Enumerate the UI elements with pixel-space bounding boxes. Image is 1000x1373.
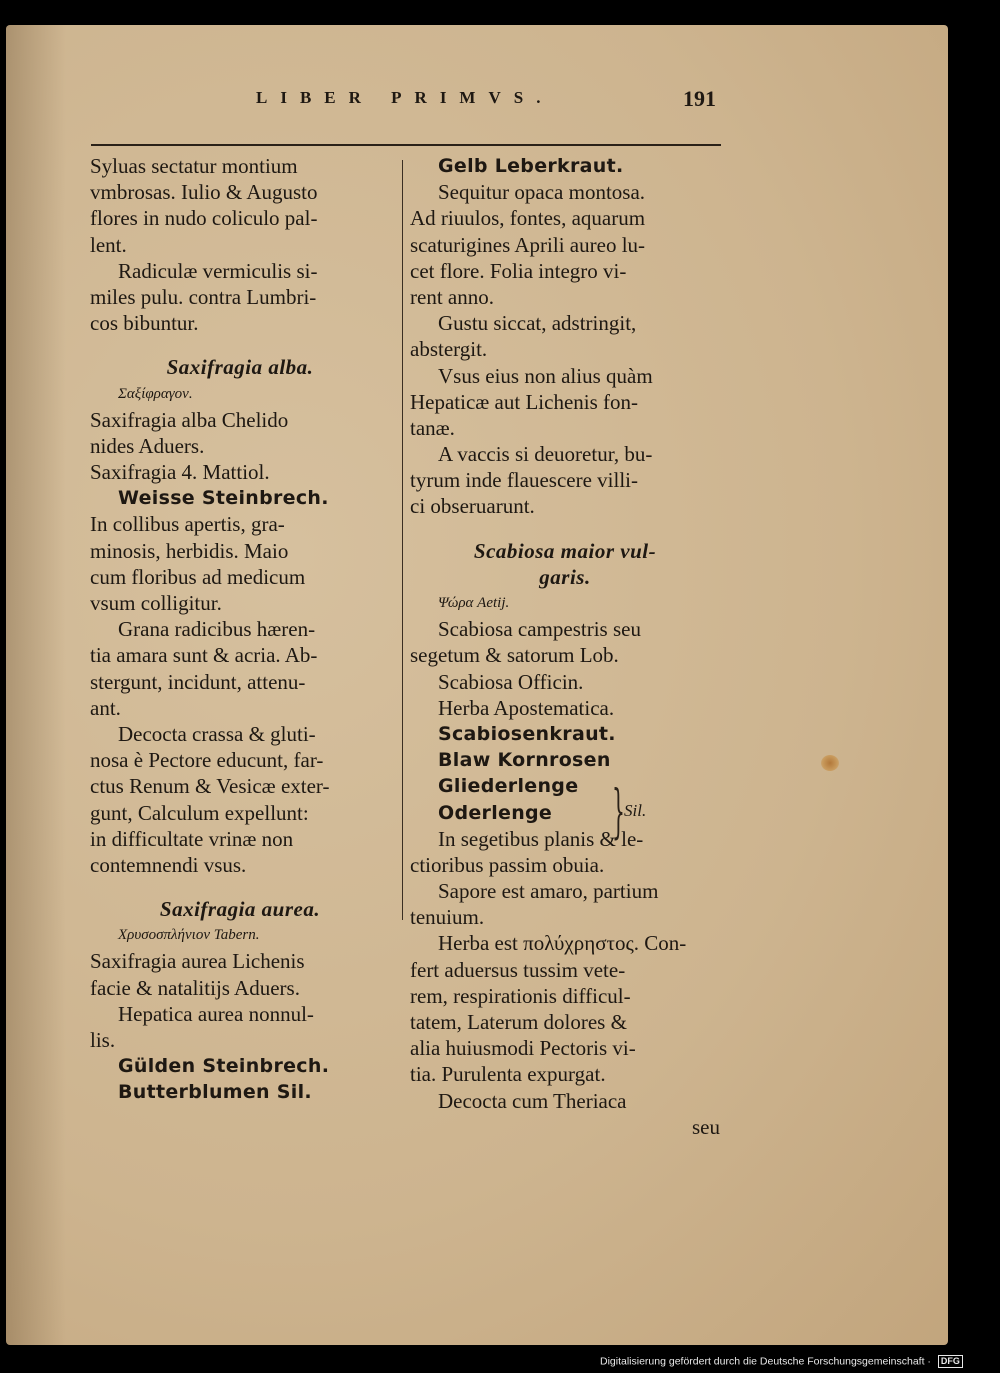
text-line: Scabiosa campestris seu [438, 617, 641, 642]
text-line: ant. [90, 695, 121, 720]
greek-synonym: Σαξίφραγον. [118, 385, 193, 402]
paragraph-gap [90, 336, 390, 354]
text-line: cos bibuntur. [90, 311, 199, 336]
page-header [256, 88, 716, 118]
text-line: rem, respirationis difficul- [410, 983, 631, 1008]
header-rule [91, 144, 721, 146]
dfg-logo: DFG [938, 1355, 963, 1368]
right-column [410, 153, 720, 1140]
left-column [90, 153, 390, 1106]
text-line: Decocta cum Theriaca [438, 1088, 627, 1113]
text-line: Saxifragia aurea Lichenis [90, 949, 305, 974]
section-heading: Scabiosa maior vul- [473, 538, 657, 563]
text-line: flores in nudo coliculo pal- [90, 206, 318, 231]
german-name: Scabiosenkraut. [438, 722, 616, 745]
text-line: Ad riuulos, fontes, aquarum [410, 206, 646, 231]
footer-text: Digitalisierung gefördert durch die Deutsche Forschungsgemeinschaft [600, 1355, 925, 1368]
text-line: Sequitur opaca montosa. [438, 180, 646, 205]
greek-synonym: Ψώρα Aetij. [438, 595, 510, 611]
text-line: tanæ. [410, 415, 455, 440]
text-line: gunt, Calculum expellunt: [90, 800, 309, 825]
text-line: miles pulu. contra Lumbri- [90, 284, 317, 309]
text-line: contemnendi vsus. [90, 852, 247, 877]
text-line: Hepaticæ aut Lichenis fon- [410, 389, 639, 414]
text-line: cum floribus ad medicum [90, 564, 306, 589]
text-line: lis. [90, 1028, 116, 1052]
text-line: vmbrosas. Iulio & Augusto [90, 180, 318, 205]
german-name: Butterblumen Sil. [118, 1081, 312, 1104]
text-line: minosis, herbidis. Maio [90, 538, 289, 563]
running-title: LIBER PRIMVS. [256, 88, 554, 107]
german-name: Oderlenge [438, 801, 553, 824]
text-line: A vaccis si deuoretur, bu- [438, 442, 653, 467]
catchword: seu [692, 1114, 720, 1139]
german-name: Weisse Steinbrech. [118, 487, 329, 510]
brace-label: Sil. [624, 801, 647, 820]
text-line: Radiculæ vermiculis si- [118, 258, 318, 283]
text-line: lent. [90, 232, 127, 257]
text-line: tyrum inde flauescere villi- [410, 468, 638, 493]
greek-synonym: Χρυσοσπλήνιον Tabern. [118, 927, 260, 944]
text-line: Hepatica aurea nonnul- [118, 1001, 314, 1026]
text-line: Gustu siccat, adstringit, [438, 311, 637, 336]
section-heading: garis. [539, 564, 591, 589]
text-line: nosa è Pectore educunt, far- [90, 748, 324, 773]
text-line: nides Aduers. [90, 433, 205, 458]
german-name: Gelb Leberkraut. [438, 155, 624, 177]
text-line: In collibus apertis, gra- [90, 512, 285, 537]
text-line: cet flore. Folia integro vi- [410, 258, 627, 283]
section-heading: Saxifragia alba. [166, 355, 314, 380]
text-line: ctus Renum & Vesicæ exter- [90, 774, 330, 799]
column-divider [402, 160, 403, 920]
text-line: Saxifragia 4. Mattiol. [90, 460, 270, 485]
german-name: Blaw Kornrosen [438, 749, 611, 772]
paper-stain [821, 755, 839, 771]
text-line: segetum & satorum Lob. [410, 643, 619, 668]
text-line: ctioribus passim obuia. [410, 852, 605, 877]
text-line: in difficultate vrinæ non [90, 826, 294, 851]
text-line: facie & natalitijs Aduers. [90, 975, 300, 1000]
text-line: scaturigines Aprili aureo lu- [410, 232, 646, 257]
german-name: Gliederlenge [438, 775, 579, 798]
book-page [6, 25, 948, 1345]
text-line: Herba Apostematica. [438, 695, 615, 720]
text-line: tenuium. [410, 905, 485, 930]
text-line: Grana radicibus hæren- [118, 617, 316, 642]
text-line: vsum colligitur. [90, 591, 222, 615]
text-line: tia amara sunt & acria. Ab- [90, 643, 318, 668]
section-heading: Saxifragia aurea. [159, 897, 321, 922]
text-line: ci obseruarunt. [410, 494, 535, 519]
text-line: abstergit. [410, 337, 488, 362]
text-line: Sapore est amaro, partium [438, 879, 659, 904]
text-line: Syluas sectatur montium [90, 154, 298, 178]
text-line: Scabiosa Officin. [438, 669, 584, 694]
text-line: tatem, Laterum dolores & [410, 1010, 627, 1034]
text-line: Herba est πολύχρηστος. Con- [438, 931, 687, 956]
text-line: tia. Purulenta expurgat. [410, 1062, 606, 1087]
page-number: 191 [683, 86, 716, 111]
text-line: Vsus eius non alius quàm [438, 363, 653, 388]
digitization-footer: Digitalisierung gefördert durch die Deutsche Forschungsgemeinschaft · DFG [600, 1355, 963, 1368]
text-line: fert aduersus tussim vete- [410, 957, 626, 982]
synonym-brace: } [612, 777, 625, 845]
paragraph-gap [410, 520, 720, 538]
text-line: stergunt, incidunt, attenu- [90, 669, 306, 694]
page-edge-shadow [6, 25, 66, 1345]
text-line: Saxifragia alba Chelido [90, 407, 289, 432]
paragraph-gap [90, 878, 390, 896]
text-line: In segetibus planis & le- [438, 826, 644, 851]
text-line: Decocta crassa & gluti- [118, 721, 316, 746]
text-line: rent anno. [410, 284, 494, 309]
text-line: alia huiusmodi Pectoris vi- [410, 1036, 636, 1061]
german-name: Gülden Steinbrech. [118, 1055, 330, 1078]
